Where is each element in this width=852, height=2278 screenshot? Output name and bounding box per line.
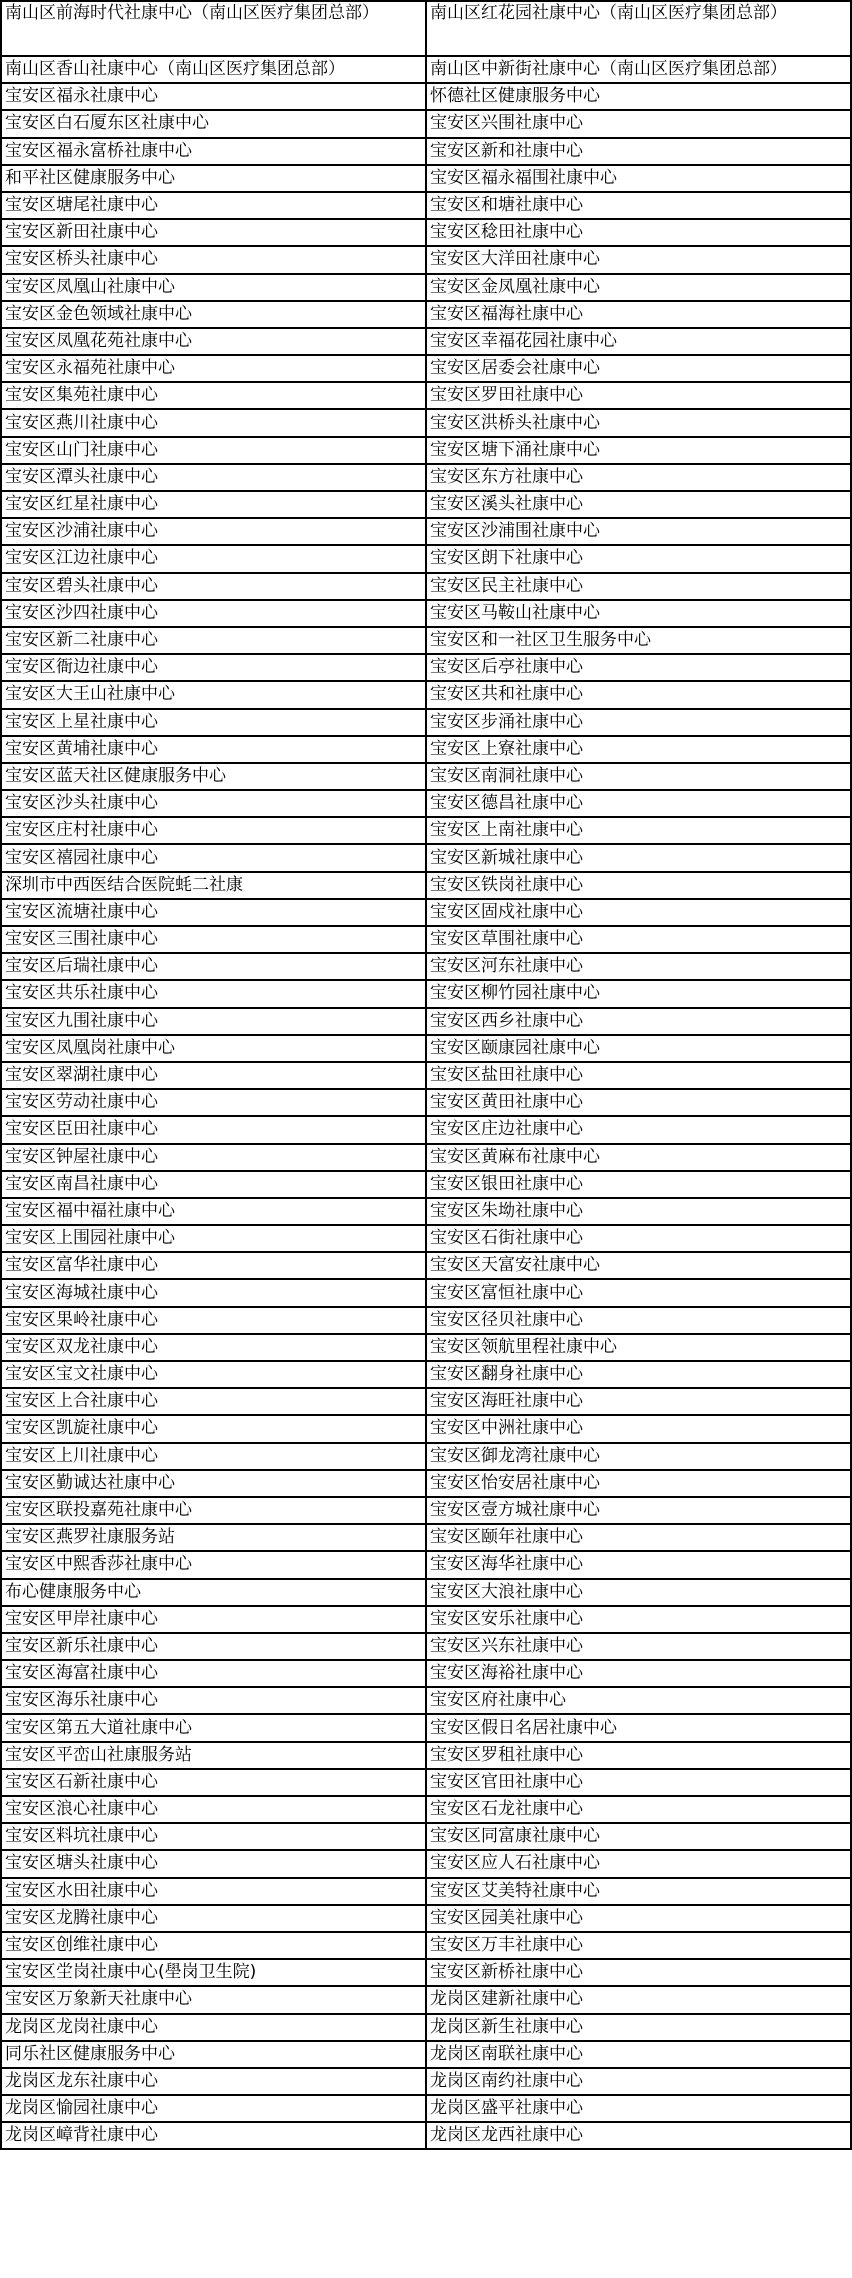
right-clinic-cell: 宝安区朱坳社康中心 (426, 1198, 851, 1225)
table-row (1, 872, 851, 899)
table-row (1, 1796, 851, 1823)
left-clinic-cell: 宝安区大王山社康中心 (1, 681, 426, 708)
right-clinic-cell: 龙岗区建新社康中心 (426, 1986, 851, 2013)
right-clinic-cell: 龙岗区盛平社康中心 (426, 2095, 851, 2122)
table-row (1, 573, 851, 600)
right-clinic-cell: 怀德社区健康服务中心 (426, 83, 851, 110)
table-row (1, 1334, 851, 1361)
table-row (1, 219, 851, 246)
right-clinic-cell: 宝安区和塘社康中心 (426, 192, 851, 219)
right-clinic-cell: 宝安区新城社康中心 (426, 844, 851, 871)
table-row (1, 709, 851, 736)
right-clinic-cell: 宝安区沙浦围社康中心 (426, 518, 851, 545)
table-row (1, 1388, 851, 1415)
right-clinic-cell: 宝安区新和社康中心 (426, 138, 851, 165)
table-row (1, 1225, 851, 1252)
table-row (1, 1932, 851, 1959)
left-clinic-cell: 南山区前海时代社康中心（南山区医疗集团总部） (1, 1, 426, 56)
right-clinic-cell: 宝安区柳竹园社康中心 (426, 980, 851, 1007)
table-row (1, 301, 851, 328)
right-clinic-cell: 宝安区金凤凰社康中心 (426, 274, 851, 301)
left-clinic-cell: 龙岗区嶂背社康中心 (1, 2122, 426, 2149)
left-clinic-cell: 宝安区集苑社康中心 (1, 382, 426, 409)
right-clinic-cell: 宝安区共和社康中心 (426, 681, 851, 708)
table-row (1, 1524, 851, 1551)
left-clinic-cell: 深圳市中西医结合医院蚝二社康 (1, 872, 426, 899)
right-clinic-cell: 宝安区中洲社康中心 (426, 1415, 851, 1442)
table-row (1, 138, 851, 165)
right-clinic-cell: 宝安区御龙湾社康中心 (426, 1443, 851, 1470)
right-clinic-cell: 宝安区黄田社康中心 (426, 1089, 851, 1116)
left-clinic-cell: 宝安区创维社康中心 (1, 1932, 426, 1959)
right-clinic-cell: 宝安区固戍社康中心 (426, 899, 851, 926)
right-clinic-cell: 宝安区天富安社康中心 (426, 1252, 851, 1279)
left-clinic-cell: 宝安区富华社康中心 (1, 1252, 426, 1279)
table-row (1, 1633, 851, 1660)
left-clinic-cell: 宝安区凤凰花苑社康中心 (1, 328, 426, 355)
table-row (1, 56, 851, 83)
right-clinic-cell: 南山区中新街社康中心（南山区医疗集团总部） (426, 56, 851, 83)
left-clinic-cell: 宝安区新田社康中心 (1, 219, 426, 246)
table-row (1, 1062, 851, 1089)
right-clinic-cell: 宝安区艾美特社康中心 (426, 1878, 851, 1905)
table-row (1, 844, 851, 871)
right-clinic-cell: 宝安区壹方城社康中心 (426, 1497, 851, 1524)
right-clinic-cell: 宝安区洪桥头社康中心 (426, 409, 851, 436)
left-clinic-cell: 和平社区健康服务中心 (1, 165, 426, 192)
table-row (1, 355, 851, 382)
right-clinic-cell: 宝安区罗田社康中心 (426, 382, 851, 409)
table-row (1, 926, 851, 953)
left-clinic-cell: 宝安区潭头社康中心 (1, 464, 426, 491)
right-clinic-cell: 宝安区海华社康中心 (426, 1551, 851, 1578)
left-clinic-cell: 宝安区联投嘉苑社康中心 (1, 1497, 426, 1524)
table-row (1, 763, 851, 790)
right-clinic-cell: 宝安区富恒社康中心 (426, 1279, 851, 1306)
left-clinic-cell: 宝安区双龙社康中心 (1, 1334, 426, 1361)
left-clinic-cell: 同乐社区健康服务中心 (1, 2041, 426, 2068)
table-row (1, 1769, 851, 1796)
right-clinic-cell: 宝安区官田社康中心 (426, 1769, 851, 1796)
left-clinic-cell: 宝安区塘尾社康中心 (1, 192, 426, 219)
left-clinic-cell: 宝安区燕川社康中心 (1, 409, 426, 436)
right-clinic-cell: 宝安区颐康园社康中心 (426, 1035, 851, 1062)
table-row (1, 545, 851, 572)
left-clinic-cell: 宝安区沙头社康中心 (1, 790, 426, 817)
table-row (1, 953, 851, 980)
left-clinic-cell: 龙岗区龙东社康中心 (1, 2068, 426, 2095)
left-clinic-cell: 龙岗区愉园社康中心 (1, 2095, 426, 2122)
table-row (1, 790, 851, 817)
left-clinic-cell: 宝安区白石厦东区社康中心 (1, 110, 426, 137)
right-clinic-cell: 宝安区民主社康中心 (426, 573, 851, 600)
left-clinic-cell: 宝安区坣岗社康中心(壆岗卫生院) (1, 1959, 426, 1986)
right-clinic-cell: 宝安区大洋田社康中心 (426, 246, 851, 273)
left-clinic-cell: 宝安区九围社康中心 (1, 1008, 426, 1035)
right-clinic-cell: 宝安区石街社康中心 (426, 1225, 851, 1252)
left-clinic-cell: 布心健康服务中心 (1, 1579, 426, 1606)
right-clinic-cell: 宝安区黄麻布社康中心 (426, 1144, 851, 1171)
right-clinic-cell: 宝安区翻身社康中心 (426, 1361, 851, 1388)
table-row (1, 1008, 851, 1035)
right-clinic-cell: 龙岗区南联社康中心 (426, 2041, 851, 2068)
left-clinic-cell: 宝安区石新社康中心 (1, 1769, 426, 1796)
right-clinic-cell: 宝安区步涌社康中心 (426, 709, 851, 736)
table-row (1, 817, 851, 844)
right-clinic-cell: 宝安区和一社区卫生服务中心 (426, 627, 851, 654)
table-row (1, 1551, 851, 1578)
right-clinic-cell: 宝安区银田社康中心 (426, 1171, 851, 1198)
left-clinic-cell: 宝安区金色领域社康中心 (1, 301, 426, 328)
left-clinic-cell: 宝安区碧头社康中心 (1, 573, 426, 600)
right-clinic-cell: 宝安区稔田社康中心 (426, 219, 851, 246)
right-clinic-cell: 宝安区居委会社康中心 (426, 355, 851, 382)
right-clinic-cell: 宝安区同富康社康中心 (426, 1823, 851, 1850)
left-clinic-cell: 宝安区南昌社康中心 (1, 1171, 426, 1198)
right-clinic-cell: 宝安区假日名居社康中心 (426, 1714, 851, 1741)
right-clinic-cell: 宝安区府社康中心 (426, 1687, 851, 1714)
right-clinic-cell: 宝安区后亭社康中心 (426, 654, 851, 681)
right-clinic-cell: 宝安区兴东社康中心 (426, 1633, 851, 1660)
left-clinic-cell: 宝安区甲岸社康中心 (1, 1606, 426, 1633)
table-row (1, 1035, 851, 1062)
table-row (1, 2068, 851, 2095)
left-clinic-cell: 宝安区凤凰岗社康中心 (1, 1035, 426, 1062)
left-clinic-cell: 宝安区红星社康中心 (1, 491, 426, 518)
table-row (1, 382, 851, 409)
right-clinic-cell: 宝安区铁岗社康中心 (426, 872, 851, 899)
table-row (1, 110, 851, 137)
table-row (1, 1850, 851, 1877)
table-row (1, 1144, 851, 1171)
left-clinic-cell: 宝安区庄村社康中心 (1, 817, 426, 844)
table-row (1, 1497, 851, 1524)
table-row (1, 409, 851, 436)
left-clinic-cell: 宝安区流塘社康中心 (1, 899, 426, 926)
right-clinic-cell: 宝安区园美社康中心 (426, 1905, 851, 1932)
left-clinic-cell: 宝安区第五大道社康中心 (1, 1714, 426, 1741)
table-row (1, 1959, 851, 1986)
left-clinic-cell: 宝安区共乐社康中心 (1, 980, 426, 1007)
right-clinic-cell: 宝安区石龙社康中心 (426, 1796, 851, 1823)
table-row (1, 1198, 851, 1225)
table-row (1, 1089, 851, 1116)
right-clinic-cell: 龙岗区南约社康中心 (426, 2068, 851, 2095)
right-clinic-cell: 宝安区安乐社康中心 (426, 1606, 851, 1633)
table-row (1, 627, 851, 654)
right-clinic-cell: 宝安区德昌社康中心 (426, 790, 851, 817)
left-clinic-cell: 宝安区臣田社康中心 (1, 1116, 426, 1143)
right-clinic-cell: 宝安区上寮社康中心 (426, 736, 851, 763)
table-row (1, 1171, 851, 1198)
table-body (1, 1, 851, 2149)
left-clinic-cell: 宝安区永福苑社康中心 (1, 355, 426, 382)
right-clinic-cell: 宝安区东方社康中心 (426, 464, 851, 491)
left-clinic-cell: 宝安区上围园社康中心 (1, 1225, 426, 1252)
left-clinic-cell: 宝安区蓝天社区健康服务中心 (1, 763, 426, 790)
left-clinic-cell: 宝安区龙腾社康中心 (1, 1905, 426, 1932)
table-row (1, 1, 851, 56)
right-clinic-cell: 宝安区草围社康中心 (426, 926, 851, 953)
right-clinic-cell: 宝安区西乡社康中心 (426, 1008, 851, 1035)
left-clinic-cell: 宝安区沙浦社康中心 (1, 518, 426, 545)
right-clinic-cell: 宝安区塘下涌社康中心 (426, 437, 851, 464)
table-row (1, 1687, 851, 1714)
table-row (1, 1823, 851, 1850)
table-row (1, 83, 851, 110)
right-clinic-cell: 宝安区溪头社康中心 (426, 491, 851, 518)
right-clinic-cell: 宝安区万丰社康中心 (426, 1932, 851, 1959)
left-clinic-cell: 宝安区果岭社康中心 (1, 1307, 426, 1334)
left-clinic-cell: 宝安区福永富桥社康中心 (1, 138, 426, 165)
table-row (1, 1361, 851, 1388)
right-clinic-cell: 宝安区罗租社康中心 (426, 1742, 851, 1769)
table-row (1, 1660, 851, 1687)
right-clinic-cell: 宝安区河东社康中心 (426, 953, 851, 980)
left-clinic-cell: 南山区香山社康中心（南山区医疗集团总部） (1, 56, 426, 83)
left-clinic-cell: 宝安区沙四社康中心 (1, 600, 426, 627)
table-row (1, 600, 851, 627)
left-clinic-cell: 宝安区上川社康中心 (1, 1443, 426, 1470)
table-row (1, 654, 851, 681)
right-clinic-cell: 宝安区福海社康中心 (426, 301, 851, 328)
table-row (1, 1905, 851, 1932)
left-clinic-cell: 宝安区新二社康中心 (1, 627, 426, 654)
table-row (1, 1415, 851, 1442)
table-row (1, 2041, 851, 2068)
left-clinic-cell: 龙岗区龙岗社康中心 (1, 2014, 426, 2041)
table-row (1, 1307, 851, 1334)
right-clinic-cell: 宝安区新桥社康中心 (426, 1959, 851, 1986)
left-clinic-cell: 宝安区万象新天社康中心 (1, 1986, 426, 2013)
left-clinic-cell: 宝安区禧园社康中心 (1, 844, 426, 871)
right-clinic-cell: 龙岗区龙西社康中心 (426, 2122, 851, 2149)
right-clinic-cell: 宝安区海旺社康中心 (426, 1388, 851, 1415)
table-row (1, 1878, 851, 1905)
table-row (1, 518, 851, 545)
table-row (1, 1443, 851, 1470)
left-clinic-cell: 宝安区浪心社康中心 (1, 1796, 426, 1823)
table-row (1, 165, 851, 192)
right-clinic-cell: 宝安区盐田社康中心 (426, 1062, 851, 1089)
left-clinic-cell: 宝安区后瑞社康中心 (1, 953, 426, 980)
right-clinic-cell: 宝安区领航里程社康中心 (426, 1334, 851, 1361)
right-clinic-cell: 宝安区福永福围社康中心 (426, 165, 851, 192)
left-clinic-cell: 宝安区海城社康中心 (1, 1279, 426, 1306)
left-clinic-cell: 宝安区塘头社康中心 (1, 1850, 426, 1877)
left-clinic-cell: 宝安区福中福社康中心 (1, 1198, 426, 1225)
left-clinic-cell: 宝安区平峦山社康服务站 (1, 1742, 426, 1769)
table-row (1, 246, 851, 273)
table-row (1, 980, 851, 1007)
table-row (1, 1579, 851, 1606)
right-clinic-cell: 宝安区马鞍山社康中心 (426, 600, 851, 627)
right-clinic-cell: 宝安区怡安居社康中心 (426, 1470, 851, 1497)
left-clinic-cell: 宝安区上合社康中心 (1, 1388, 426, 1415)
left-clinic-cell: 宝安区钟屋社康中心 (1, 1144, 426, 1171)
table-row (1, 736, 851, 763)
table-row (1, 2095, 851, 2122)
right-clinic-cell: 宝安区海裕社康中心 (426, 1660, 851, 1687)
table-row (1, 1986, 851, 2013)
right-clinic-cell: 宝安区上南社康中心 (426, 817, 851, 844)
left-clinic-cell: 宝安区宝文社康中心 (1, 1361, 426, 1388)
left-clinic-cell: 宝安区山门社康中心 (1, 437, 426, 464)
left-clinic-cell: 宝安区水田社康中心 (1, 1878, 426, 1905)
table-row (1, 328, 851, 355)
table-row (1, 274, 851, 301)
table-row (1, 1470, 851, 1497)
left-clinic-cell: 宝安区新乐社康中心 (1, 1633, 426, 1660)
table-row (1, 1279, 851, 1306)
left-clinic-cell: 宝安区上星社康中心 (1, 709, 426, 736)
left-clinic-cell: 宝安区勤诚达社康中心 (1, 1470, 426, 1497)
table-row (1, 1606, 851, 1633)
table-row (1, 899, 851, 926)
right-clinic-cell: 宝安区庄边社康中心 (426, 1116, 851, 1143)
right-clinic-cell: 南山区红花园社康中心（南山区医疗集团总部） (426, 1, 851, 56)
right-clinic-cell: 宝安区径贝社康中心 (426, 1307, 851, 1334)
left-clinic-cell: 宝安区劳动社康中心 (1, 1089, 426, 1116)
table-row (1, 2014, 851, 2041)
left-clinic-cell: 宝安区凤凰山社康中心 (1, 274, 426, 301)
right-clinic-cell: 宝安区大浪社康中心 (426, 1579, 851, 1606)
left-clinic-cell: 宝安区桥头社康中心 (1, 246, 426, 273)
right-clinic-cell: 龙岗区新生社康中心 (426, 2014, 851, 2041)
table-row (1, 681, 851, 708)
table-row (1, 464, 851, 491)
left-clinic-cell: 宝安区黄埔社康中心 (1, 736, 426, 763)
table-row (1, 2122, 851, 2149)
left-clinic-cell: 宝安区福永社康中心 (1, 83, 426, 110)
left-clinic-cell: 宝安区燕罗社康服务站 (1, 1524, 426, 1551)
table-row (1, 1252, 851, 1279)
right-clinic-cell: 宝安区应人石社康中心 (426, 1850, 851, 1877)
left-clinic-cell: 宝安区衙边社康中心 (1, 654, 426, 681)
table-row (1, 1714, 851, 1741)
left-clinic-cell: 宝安区江边社康中心 (1, 545, 426, 572)
table-row (1, 491, 851, 518)
right-clinic-cell: 宝安区幸福花园社康中心 (426, 328, 851, 355)
table-row (1, 437, 851, 464)
left-clinic-cell: 宝安区海富社康中心 (1, 1660, 426, 1687)
left-clinic-cell: 宝安区海乐社康中心 (1, 1687, 426, 1714)
right-clinic-cell: 宝安区朗下社康中心 (426, 545, 851, 572)
right-clinic-cell: 宝安区颐年社康中心 (426, 1524, 851, 1551)
left-clinic-cell: 宝安区中熙香莎社康中心 (1, 1551, 426, 1578)
table-row (1, 192, 851, 219)
left-clinic-cell: 宝安区料坑社康中心 (1, 1823, 426, 1850)
left-clinic-cell: 宝安区翠湖社康中心 (1, 1062, 426, 1089)
right-clinic-cell: 宝安区南洞社康中心 (426, 763, 851, 790)
table-row (1, 1116, 851, 1143)
right-clinic-cell: 宝安区兴围社康中心 (426, 110, 851, 137)
table-row (1, 1742, 851, 1769)
left-clinic-cell: 宝安区凯旋社康中心 (1, 1415, 426, 1442)
left-clinic-cell: 宝安区三围社康中心 (1, 926, 426, 953)
